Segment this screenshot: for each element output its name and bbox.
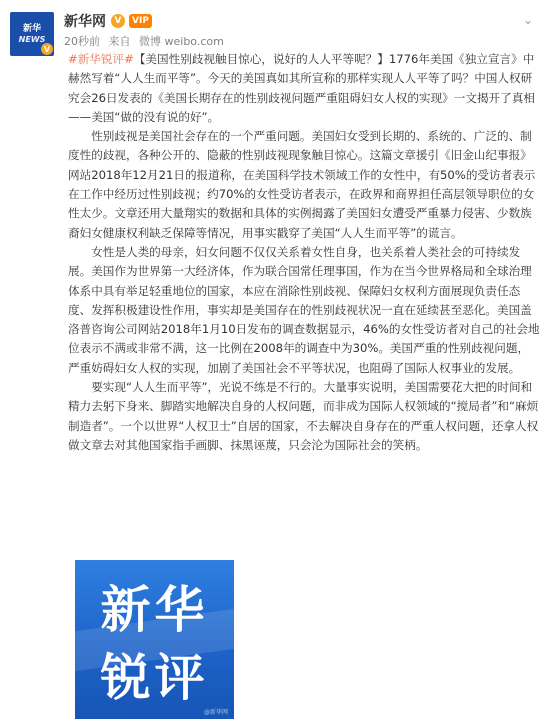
avatar-verified-icon: V [41, 43, 53, 55]
post-menu-button[interactable] [520, 12, 536, 28]
post-lead [68, 50, 540, 127]
post-image[interactable] [75, 560, 234, 719]
paragraph: 要实现“人人生而平等”，光说不练是不行的。大量事实说明，美国需要花大把的时间和精力去躬下身来、脚踏实地解决自身的人权问题，而非成为国际人权领域的“搅局者”和“麻烦制造者”。一个以世界“人权卫士”自居的国家，不去解决自身存在的严重人权问题，还拿人权做文章去对其他国家指手画脚、抹黑诬蔑，只会沦为国际社会的笑柄。 [68, 380, 539, 452]
vip-badge-icon[interactable]: VIP [129, 14, 152, 28]
source-prefix: 来自 [108, 35, 131, 48]
paragraph: 性别歧视是美国社会存在的一个严重问题。美国妇女受到长期的、系统的、广泛的、制度性的歧视，各种公开的、隐蔽的性别歧视现象触目惊心。这篇文章援引《旧金山纪事报》网站2018年12月21日的报道称，在美国科学技术领域工作的女性中，有50%的受访者表示在工作中经历过性别歧视；约70%的女性受访者表示，在政界和商界担任高层领导职位的女性太少。文章还用大量翔实的数据和具体的实例揭露了美国妇女遭受严重暴力侵害、少数族裔妇女健康权利缺乏保障等情况，用事实戳穿了美国“人人生而平等”的谎言。 [68, 129, 536, 240]
image-watermark: @新华网 [203, 709, 228, 716]
source-link[interactable]: 微博 weibo.com [139, 35, 224, 48]
name-row [64, 11, 152, 31]
post-content [68, 50, 540, 455]
chevron-down-icon: ⌄ [522, 13, 534, 27]
avatar-logo-news: NEWS [18, 34, 46, 44]
lead-text: 【美国性别歧视触目惊心，说好的人人平等呢？】1776年美国《独立宣言》中赫然写着“人人生而平等”。今天的美国真如其所宣称的那样实现人人平等了吗？中国人权研究会26日发表的《美国长期存在的性别歧视问题严重阻碍妇女人权的实现》一文揭开了真相——美国“做的没有说的好”。 [68, 52, 535, 124]
avatar-logo-text: 新华 [22, 23, 41, 34]
paragraph: 女性是人类的母亲，妇女问题不仅仅关系着女性自身，也关系着人类社会的可持续发展。美国作为世界第一大经济体，作为联合国常任理事国，作为在当今世界格局和全球治理体系中具有举足轻重地位的国家，本应在消除性别歧视、保障妇女权利方面展现负责任态度、发挥积极建设性作用，事实却是美国存在的性别歧视状况一直在延续甚至恶化。美国盖洛普咨询公司网站2018年1月10日发布的调查数据显示，46%的女性受访者对自己的社会地位表示不满或非常不满，这一比例在2008年的调查中为30%。美国严重的性别歧视问题，严重妨碍妇女人权的实现，加剧了美国社会不平等状况，也阻碍了国际人权事业的发展。 [68, 244, 540, 375]
hashtag-link[interactable]: #新华锐评# [68, 52, 134, 66]
post-time-link[interactable]: 20秒前 [64, 35, 100, 48]
post-meta [64, 33, 224, 49]
image-title-line1: 新华 [100, 581, 209, 639]
username-link[interactable]: 新华网 [64, 14, 106, 30]
avatar[interactable] [10, 12, 54, 56]
image-title-line2: 锐评 [100, 649, 209, 707]
verified-icon[interactable]: V [111, 14, 125, 28]
